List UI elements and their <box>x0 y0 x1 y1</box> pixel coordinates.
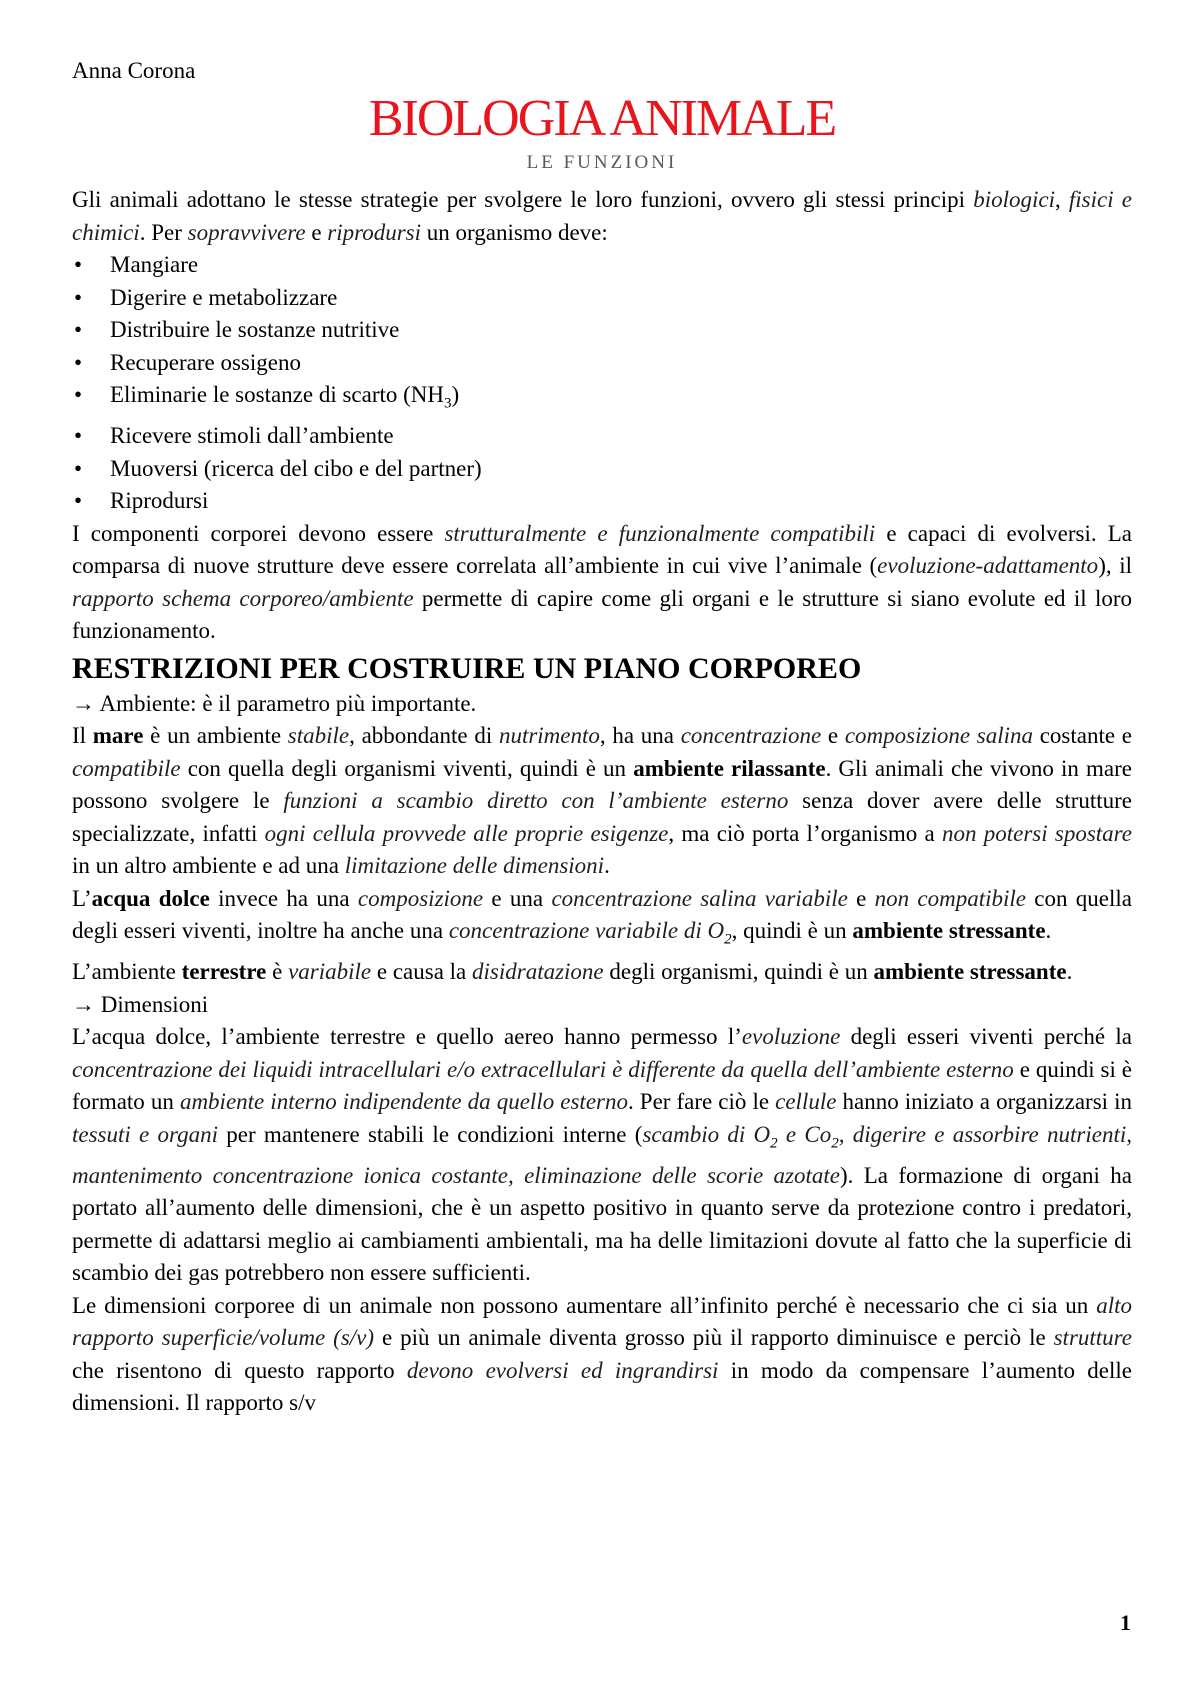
list-item: • Muoversi (ricerca del cibo e del partner) <box>72 453 1132 486</box>
mare-paragraph: Il mare è un ambiente stabile, abbondante di nutrimento, ha una concentrazione e composizione salina costante e compatibile con quella degli organismi viventi, quindi è un ambiente rilassante. Gli animali che vivono in mare possono svolgere le funzioni a scambio diretto con l’ambiente esterno senza dover avere delle strutture specializzate, infatti ogni cellula provvede alle proprie esigenze, ma ciò porta l’organismo a non potersi spostare in un altro ambiente e ad una limitazione delle dimensioni. <box>72 723 1133 879</box>
components-paragraph: I componenti corporei devono essere strutturalmente e funzionalmente compatibili e capaci di evolversi. La comparsa di nuove strutture deve essere correlata all’ambiente in cui vive l’animale (evoluzione-adattamento), il rapporto schema corporeo/ambiente permette di capire come gli organi e le strutture si siano evolute ed il loro funzionamento. <box>72 520 1133 644</box>
list-item: • Riprodursi <box>72 485 1132 518</box>
list-item: • Distribuire le sostanze nutritive <box>72 314 1132 347</box>
evoluzione-paragraph: L’acqua dolce, l’ambiente terrestre e quello aereo hanno permesso l’evoluzione degli esseri viventi perché la concentrazione dei liquidi intracellulari e/o extracellulari è differente da quella dell’ambiente esterno e quindi si è formato un ambiente interno indipendente da quello esterno. Per fare ciò le cellule hanno iniziato a organizzarsi in tessuti e organi per mantenere stabili le condizioni interne (scambio di $O_2$ e $Co_2$, digerire e assorbire nutrienti, mantenimento concentrazione ionica costante, eliminazione delle scorie azotate). La formazione di organi ha portato all’aumento delle dimensioni, che è un aspetto positivo in quanto serve da protezione contro i predatori, permette di adattarsi meglio ai cambiamenti ambientali, ma ha delle limitazioni dovute al fatto che la superficie di scambio dei gas potrebbero non essere sufficienti. <box>72 1024 1133 1286</box>
ambiente-subheading: → Ambiente: è il parametro più importante. <box>72 690 477 716</box>
list-item: • Ricevere stimoli dall’ambiente <box>72 420 1132 453</box>
list-item: • Mangiare <box>72 249 1132 282</box>
section-heading: RESTRIZIONI PER COSTRUIRE UN PIANO CORPOREO <box>72 651 862 685</box>
arrow-icon: → <box>72 690 95 716</box>
terrestre-paragraph: L’ambiente terrestre è variabile e causa la disidratazione degli organismi, quindi è un ambiente stressante. <box>72 959 1073 985</box>
document-subtitle: LE FUNZIONI <box>526 152 678 173</box>
document-title: BIOLOGIA ANIMALE <box>368 90 836 147</box>
list-item: • Recuperare ossigeno <box>72 347 1132 380</box>
document-page <box>72 56 1132 1420</box>
list-item: • Eliminarie le sostanze di scarto $(NH_3)$ <box>72 379 1132 420</box>
page-number: 1 <box>1120 1610 1131 1635</box>
list-item: • Digerire e metabolizzare <box>72 282 1132 315</box>
acqua-dolce-paragraph: L’acqua dolce invece ha una composizione e una concentrazione salina variabile e non compatibile con quella degli esseri viventi, inoltre ha anche una concentrazione variabile di $O_2$, quindi è un ambiente stressante. <box>72 885 1132 948</box>
dimensioni-subheading: → Dimensioni <box>72 991 209 1017</box>
functions-list <box>72 249 1132 518</box>
intro-paragraph: Gli animali adottano le stesse strategie per svolgere le loro funzioni, ovvero gli stessi principi biologici, fisici e chimici. Per sopravvivere e riprodursi un organismo deve: <box>72 187 1133 245</box>
author-name: Anna Corona <box>72 58 196 83</box>
arrow-icon: → <box>72 991 95 1017</box>
rapporto-paragraph: Le dimensioni corporee di un animale non possono aumentare all’infinito perché è necessario che ci sia un alto rapporto superficie/volume (s/v) e più un animale diventa grosso più il rapporto diminuisce e perciò le strutture che risentono di questo rapporto devono evolversi ed ingrandirsi in modo da compensare l’aumento delle dimensioni. Il rapporto s/v <box>72 1292 1132 1416</box>
